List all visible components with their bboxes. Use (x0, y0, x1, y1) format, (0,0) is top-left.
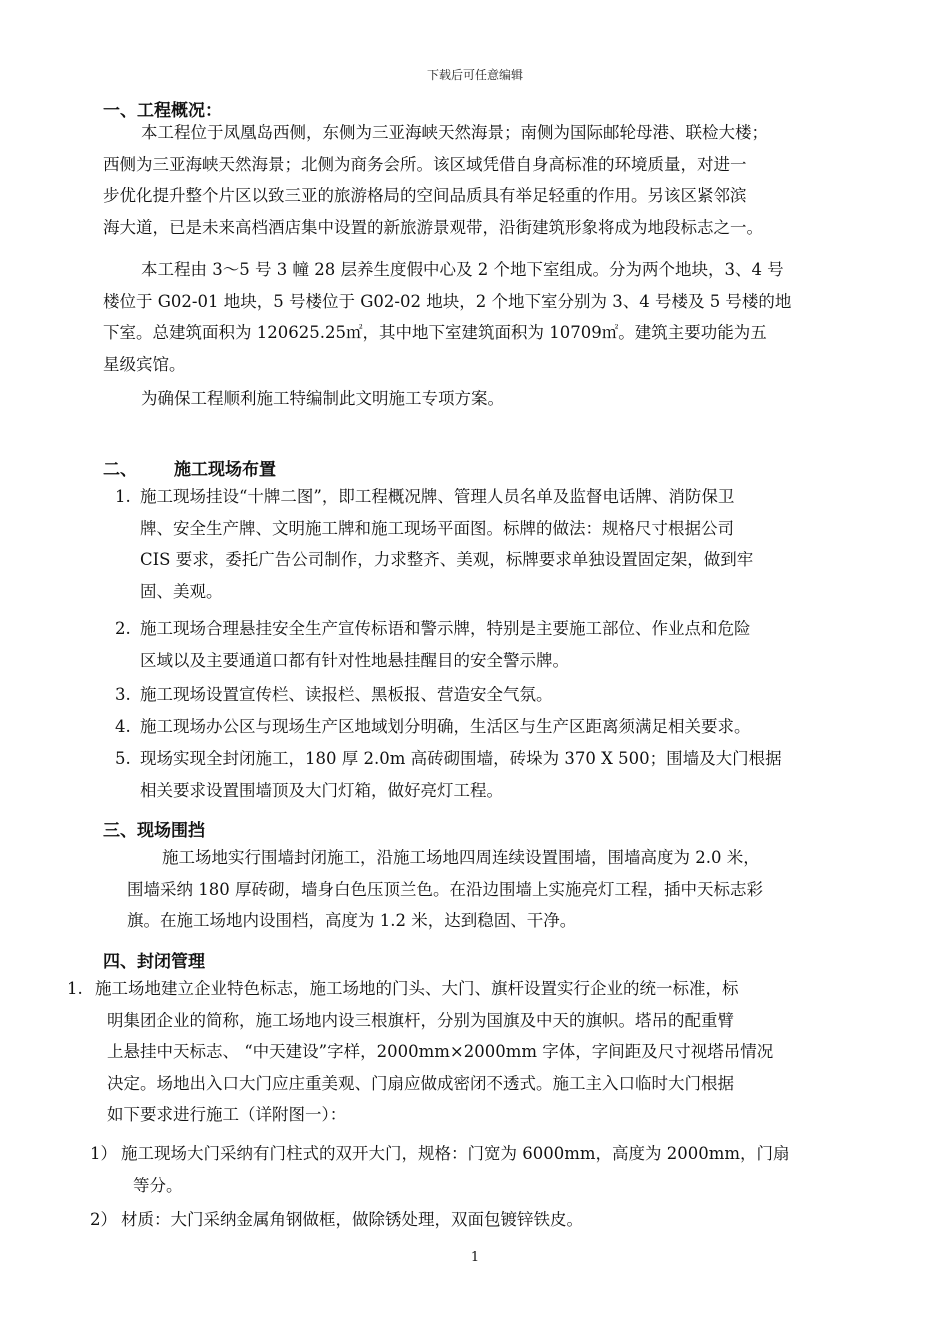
text-line: 施工场地实行围墙封闭施工，沿施工场地四周连续设置围墙，围墙高度为 2.0 米， (162, 848, 760, 867)
section-2-title: 施工现场布置 (174, 460, 276, 480)
text-line: 牌、安全生产牌、文明施工牌和施工现场平面图。标牌的做法：规格尺寸根据公司 (140, 518, 734, 538)
list-item-label: 4. (115, 717, 131, 736)
page-number: 1 (470, 1250, 480, 1265)
text-line: 固、美观。 (140, 581, 223, 601)
text-line: 海大道，已是未来高档酒店集中设置的新旅游景观带，沿街建筑形象将成为地段标志之一。 (103, 217, 763, 237)
sub-item (121, 1138, 790, 1201)
text-line: 相关要求设置围墙顶及大门灯箱，做好亮灯工程。 (140, 780, 503, 800)
list-item-label: 2. (115, 619, 131, 638)
list-item (140, 743, 782, 806)
text-line: 现场实现全封闭施工，180 厚 2.0m 高砖砌围墙，砖垛为 370 X 500；围墙及大门根据 (140, 749, 782, 768)
list-item-label: 1. (67, 979, 83, 998)
list-item: 施工现场设置宣传栏、读报栏、黑板报、营造安全气氛。 (140, 685, 553, 704)
text-line: 西侧为三亚海峡天然海景；北侧为商务会所。该区域凭借自身高标准的环境质量，对进一 (103, 154, 747, 174)
sub-item-label: 2） (90, 1210, 117, 1229)
list-item (140, 613, 751, 676)
section-4-title: 四、封闭管理 (103, 952, 205, 972)
text-line: 施工场地建立企业特色标志，施工场地的门头、大门、旗杆设置实行企业的统一标准，标 (95, 979, 739, 998)
text-line: 星级宾馆。 (103, 354, 186, 374)
list-item-label: 5. (115, 749, 131, 768)
text-line: 区域以及主要通道口都有针对性地悬挂醒目的安全警示牌。 (140, 650, 569, 670)
list-item: 施工现场办公区与现场生产区地域划分明确，生活区与生产区距离须满足相关要求。 (140, 717, 751, 736)
section-1-title: 一、工程概况： (103, 101, 222, 121)
section-3-title: 三、现场围挡 (103, 821, 205, 841)
text-line: 施工现场合理悬挂安全生产宣传标语和警示牌，特别是主要施工部位、作业点和危险 (140, 619, 751, 638)
list-item (95, 973, 773, 1131)
text-line: 围墙采纳 180 厚砖砌，墙身白色压顶兰色。在沿边围墙上实施亮灯工程，插中天标志彩 (127, 879, 763, 899)
text-line: 施工现场大门采纳有门柱式的双开大门，规格：门宽为 6000mm，高度为 2000mm，门扇 (121, 1144, 790, 1163)
section-1-paragraph-3: 为确保工程顺利施工特编制此文明施工专项方案。 (141, 389, 504, 408)
text-line: 等分。 (133, 1175, 183, 1195)
text-line: 施工现场挂设“十牌二图”，即工程概况牌、管理人员名单及监督电话牌、消防保卫 (140, 487, 735, 506)
list-item-label: 3. (115, 685, 131, 704)
text-line: 决定。场地出入口大门应庄重美观、门扇应做成密闭不透式。施工主入口临时大门根据 (107, 1073, 734, 1093)
page-header: 下载后可任意编辑 (426, 68, 523, 82)
text-line: 如下要求进行施工（详附图一）： (107, 1105, 347, 1124)
sub-item: 材质：大门采纳金属角钢做框，做除锈处理，双面包镀锌铁皮。 (121, 1210, 583, 1229)
text-line: 旗。在施工场地内设围档，高度为 1.2 米，达到稳固、干净。 (127, 911, 577, 930)
section-1-paragraph-1 (103, 117, 768, 243)
text-line: 下室。总建筑面积为 120625.25㎡，其中地下室建筑面积为 10709㎡。建筑主要功能为五 (103, 323, 767, 342)
text-line: 步优化提升整个片区以致三亚的旅游格局的空间品质具有举足轻重的作用。另该区紧邻滨 (103, 186, 747, 205)
section-2-number: 二、 (103, 460, 137, 480)
text-line: 上悬挂中天标志、 “中天建设”字样，2000mm×2000mm 字体，字间距及尺寸视塔吊情况 (107, 1042, 774, 1061)
section-3-paragraph (127, 842, 763, 937)
text-line: 本工程由 3～5 号 3 幢 28 层养生度假中心及 2 个地下室组成。分为两个地块，3、4 号 (141, 260, 784, 279)
section-1-paragraph-2 (103, 254, 791, 380)
text-line: 楼位于 G02-01 地块，5 号楼位于 G02-02 地块，2 个地下室分别为 3、4 号楼及 5 号楼的地 (103, 291, 792, 311)
sub-item-label: 1） (90, 1144, 117, 1163)
text-line: CIS 要求，委托广告公司制作，力求整齐、美观，标牌要求单独设置固定架，做到牢 (140, 550, 754, 569)
text-line: 明集团企业的简称，施工场地内设三根旗杆，分别为国旗及中天的旗帜。塔吊的配重臂 (107, 1010, 734, 1030)
list-item (140, 481, 753, 607)
text-line: 本工程位于凤凰岛西侧，东侧为三亚海峡天然海景；南侧为国际邮轮母港、联检大楼； (141, 123, 768, 142)
list-item-label: 1. (115, 487, 131, 506)
